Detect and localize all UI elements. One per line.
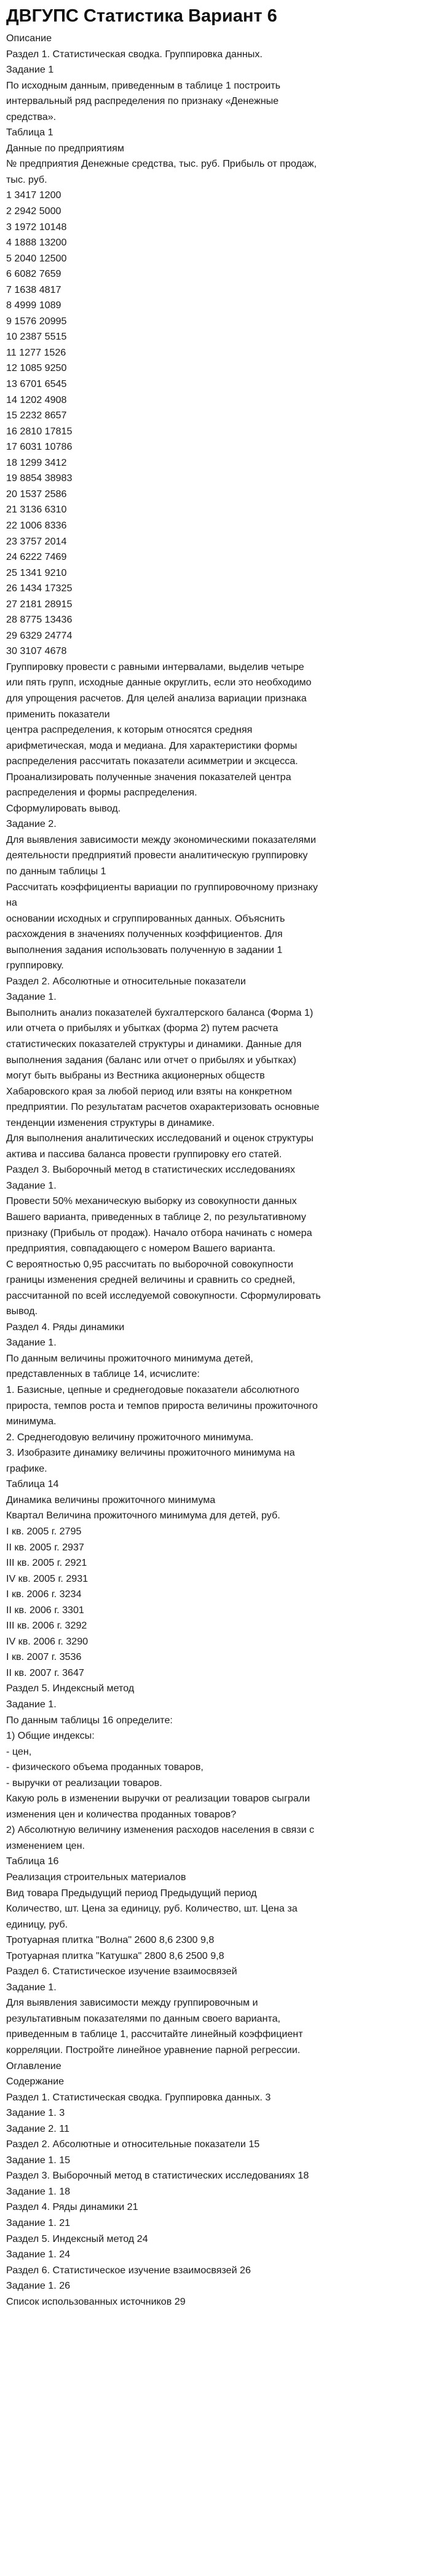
text-line: II кв. 2006 г. 3301: [6, 1604, 84, 1616]
text-line: Задание 1. 15: [6, 2154, 71, 2166]
text-line: Задание 1.: [6, 991, 57, 1003]
text-line: 3. Изобразите динамику величины прожиточного минимума на: [6, 1447, 295, 1459]
text-line: 15 2232 8657: [6, 410, 67, 421]
text-line: 2. Среднегодовую величину прожиточного минимума.: [6, 1431, 254, 1443]
text-line: III кв. 2005 г. 2921: [6, 1557, 87, 1569]
text-line: Выполнить анализ показателей бухгалтерского баланса (Форма 1): [6, 1007, 314, 1018]
text-line: 2 2942 5000: [6, 205, 61, 217]
text-line: выполнения задания использовать полученную в задании 1: [6, 944, 283, 955]
text-line: - цен,: [6, 1745, 32, 1757]
text-line: Раздел 1. Статистическая сводка. Группировка данных. 3: [6, 2091, 271, 2103]
text-line: Хабаровского края за любой период или взяты на конкретном: [6, 1085, 292, 1097]
text-line: 1 3417 1200: [6, 189, 61, 201]
text-line: 7 1638 4817: [6, 284, 61, 295]
text-line: По данным таблицы 16 определите:: [6, 1714, 173, 1726]
text-line: Группировку провести с равными интервалами, выделив четыре: [6, 661, 304, 672]
text-line: Для выявления зависимости между группировочным и: [6, 1997, 258, 2009]
text-line: 11 1277 1526: [6, 346, 66, 358]
text-line: деятельности предприятий провести аналитическую группировку: [6, 850, 308, 861]
text-line: 4 1888 13200: [6, 237, 67, 249]
text-line: расхождения в значениях полученных коэффициентов. Для: [6, 928, 283, 940]
text-line: Задание 1.: [6, 1981, 57, 1993]
text-line: Для выявления зависимости между экономическими показателями: [6, 834, 316, 845]
text-line: Задание 1.: [6, 1698, 57, 1710]
text-line: 19 8854 38983: [6, 473, 73, 484]
text-line: Данные по предприятиям: [6, 142, 124, 154]
text-line: 13 6701 6545: [6, 378, 67, 390]
text-line: 26 1434 17325: [6, 583, 73, 594]
text-line: 24 6222 7469: [6, 551, 67, 563]
text-line: тыс. руб.: [6, 173, 47, 185]
text-line: Раздел 1. Статистическая сводка. Группировка данных.: [6, 48, 263, 60]
text-line: Вашего варианта, приведенных в таблице 2, по результативному: [6, 1211, 306, 1223]
text-line: Раздел 2. Абсолютные и относительные показатели: [6, 975, 246, 987]
text-line: 14 1202 4908: [6, 394, 67, 405]
text-line: Раздел 5. Индексный метод 24: [6, 2233, 148, 2244]
text-line: Задание 1. 18: [6, 2185, 71, 2197]
text-line: группировку.: [6, 960, 64, 971]
text-line: применить показатели: [6, 708, 110, 720]
document-body: [6, 31, 426, 2310]
page-title: ДВГУПС Статистика Вариант 6: [6, 6, 277, 26]
text-line: Раздел 4. Ряды динамики 21: [6, 2201, 138, 2213]
text-line: IV кв. 2006 г. 3290: [6, 1635, 89, 1647]
text-line: Раздел 3. Выборочный метод в статистических исследованиях: [6, 1164, 295, 1176]
text-line: выполнения задания (баланс или отчет о прибылях и убытках): [6, 1054, 296, 1066]
text-line: I кв. 2007 г. 3536: [6, 1651, 82, 1663]
text-line: приведенным в таблице 1, рассчитайте линейный коэффициент: [6, 2028, 303, 2040]
text-line: изменением цен.: [6, 1840, 85, 1851]
text-line: 25 1341 9210: [6, 567, 67, 578]
text-line: I кв. 2005 г. 2795: [6, 1525, 82, 1537]
text-line: актива и пассива баланса провести группировку его статей.: [6, 1148, 282, 1160]
text-line: на: [6, 897, 17, 909]
text-line: распределения и формы распределения.: [6, 787, 197, 799]
text-line: 18 1299 3412: [6, 457, 67, 468]
text-line: представленных в таблице 14, исчислите:: [6, 1368, 200, 1380]
text-line: прироста, темпов роста и темпов прироста величины прожиточного: [6, 1400, 318, 1411]
text-line: Раздел 6. Статистическое изучение взаимосвязей: [6, 1966, 237, 1977]
text-line: 23 3757 2014: [6, 535, 67, 547]
text-line: 21 3136 6310: [6, 504, 67, 516]
text-line: № предприятия Денежные средства, тыс. руб. Прибыль от продаж,: [6, 158, 317, 170]
text-line: По данным величины прожиточного минимума детей,: [6, 1352, 253, 1364]
text-line: II кв. 2007 г. 3647: [6, 1667, 84, 1678]
text-line: 6 6082 7659: [6, 268, 61, 280]
text-line: признаку (Прибыль от продаж). Начало отбора начинать с номера: [6, 1227, 312, 1238]
text-line: 12 1085 9250: [6, 362, 67, 374]
text-line: корреляции. Постройте линейное уравнение парной регрессии.: [6, 2044, 301, 2056]
text-line: 1. Базисные, цепные и среднегодовые показатели абсолютного: [6, 1384, 299, 1396]
text-line: - физического объема проданных товаров,: [6, 1761, 204, 1773]
text-line: 29 6329 24774: [6, 629, 73, 641]
text-line: арифметическая, мода и медиана. Для характеристики формы: [6, 740, 298, 751]
text-line: 27 2181 28915: [6, 598, 73, 610]
text-line: Проанализировать полученные значения показателей центра: [6, 771, 291, 783]
text-line: по данным таблицы 1: [6, 865, 106, 877]
text-line: вывод.: [6, 1306, 38, 1317]
text-line: средства».: [6, 111, 57, 122]
text-line: Задание 1. 26: [6, 2280, 71, 2292]
text-line: Тротуарная плитка "Волна" 2600 8,6 2300 9,8: [6, 1934, 215, 1946]
text-line: Таблица 1: [6, 127, 53, 138]
text-line: Тротуарная плитка "Катушка" 2800 8,6 2500 9,8: [6, 1950, 224, 1961]
text-line: статистических показателей структуры и динамики. Данные для: [6, 1039, 302, 1050]
text-line: или пять групп, исходные данные округлить, если это необходимо: [6, 677, 312, 688]
text-line: предприятия, совпадающего с номером Вашего варианта.: [6, 1243, 275, 1254]
text-line: По исходным данным, приведенным в таблице 1 построить: [6, 79, 281, 91]
text-line: результативным показателями по данным своего варианта,: [6, 2012, 281, 2024]
text-line: Раздел 6. Статистическое изучение взаимосвязей 26: [6, 2264, 251, 2276]
text-line: 28 8775 13436: [6, 614, 73, 626]
text-line: Раздел 3. Выборочный метод в статистических исследованиях 18: [6, 2170, 309, 2182]
text-line: Рассчитать коэффициенты вариации по группировочному признаку: [6, 881, 318, 893]
text-line: Задание 1. 3: [6, 2107, 65, 2119]
text-line: 2) Абсолютную величину изменения расходов населения в связи с: [6, 1824, 315, 1836]
text-line: Задание 1.: [6, 1337, 57, 1349]
text-line: Раздел 2. Абсолютные и относительные показатели 15: [6, 2139, 260, 2150]
text-line: Задание 2.: [6, 818, 57, 830]
text-line: единицу, руб.: [6, 1918, 68, 1930]
text-line: Динамика величины прожиточного минимума: [6, 1494, 216, 1505]
text-line: центра распределения, к которым относятся средняя: [6, 724, 253, 736]
text-line: для упрощения расчетов. Для целей анализа вариации признака: [6, 692, 307, 704]
text-line: или отчета о прибылях и убытках (форма 2) путем расчета: [6, 1023, 279, 1034]
text-line: изменения цен и количества проданных товаров?: [6, 1808, 237, 1820]
text-line: Содержание: [6, 2076, 65, 2088]
text-line: Список использованных источников 29: [6, 2295, 186, 2307]
text-line: Количество, шт. Цена за единицу, руб. Количество, шт. Цена за: [6, 1903, 298, 1915]
text-line: границы изменения средней величины и сравнить со средней,: [6, 1274, 295, 1286]
text-line: интервальный ряд распределения по признаку «Денежные: [6, 95, 279, 107]
text-line: Задание 1: [6, 64, 54, 76]
text-line: 3 1972 10148: [6, 221, 67, 233]
text-line: Задание 2. 11: [6, 2123, 69, 2134]
text-line: Таблица 14: [6, 1478, 59, 1490]
text-line: I кв. 2006 г. 3234: [6, 1589, 82, 1600]
text-line: III кв. 2006 г. 3292: [6, 1620, 87, 1632]
text-line: Для выполнения аналитических исследований и оценок структуры: [6, 1133, 314, 1144]
text-line: 9 1576 20995: [6, 315, 67, 327]
text-line: 20 1537 2586: [6, 488, 67, 500]
text-line: Провести 50% механическую выборку из совокупности данных: [6, 1195, 297, 1207]
text-line: 22 1006 8336: [6, 519, 67, 531]
text-line: Сформулировать вывод.: [6, 802, 121, 814]
text-line: Задание 1.: [6, 1179, 57, 1191]
text-line: 5 2040 12500: [6, 252, 67, 264]
text-line: распределения рассчитать показатели асимметрии и эксцесса.: [6, 756, 298, 767]
text-line: минимума.: [6, 1416, 57, 1427]
text-line: 17 6031 10786: [6, 441, 73, 453]
text-line: 30 3107 4678: [6, 645, 67, 657]
text-line: тенденции изменения структуры в динамике.: [6, 1117, 215, 1128]
text-line: Таблица 16: [6, 1856, 59, 1867]
text-line: Реализация строительных материалов: [6, 1871, 186, 1883]
text-line: Оглавление: [6, 2060, 61, 2072]
text-line: предприятии. По результатам расчетов охарактеризовать основные: [6, 1101, 320, 1113]
text-line: Какую роль в изменении выручки от реализации товаров сыграли: [6, 1793, 310, 1804]
text-line: Описание: [6, 33, 52, 44]
text-line: основании исходных и сгруппированных данных. Объяснить: [6, 912, 285, 924]
text-line: могут быть выбраны из Вестника акционерных обществ: [6, 1070, 265, 1082]
text-line: - выручки от реализации товаров.: [6, 1777, 162, 1788]
text-line: II кв. 2005 г. 2937: [6, 1541, 84, 1553]
text-line: рассчитанной по всей исследуемой совокупности. Сформулировать: [6, 1290, 321, 1301]
text-line: Квартал Величина прожиточного минимума для детей, руб.: [6, 1510, 280, 1521]
text-line: 10 2387 5515: [6, 331, 67, 343]
text-line: IV кв. 2005 г. 2931: [6, 1573, 89, 1584]
text-line: Раздел 5. Индексный метод: [6, 1683, 135, 1694]
text-line: С вероятностью 0,95 рассчитать по выборочной совокупности: [6, 1258, 293, 1270]
text-line: Вид товара Предыдущий период Предыдущий период: [6, 1887, 257, 1899]
text-line: 16 2810 17815: [6, 425, 73, 437]
text-line: 1) Общие индексы:: [6, 1730, 95, 1742]
text-line: графике.: [6, 1462, 47, 1474]
text-line: Задание 1. 21: [6, 2217, 71, 2229]
text-line: Задание 1. 24: [6, 2249, 71, 2260]
text-line: 8 4999 1089: [6, 300, 61, 311]
text-line: Раздел 4. Ряды динамики: [6, 1321, 125, 1333]
